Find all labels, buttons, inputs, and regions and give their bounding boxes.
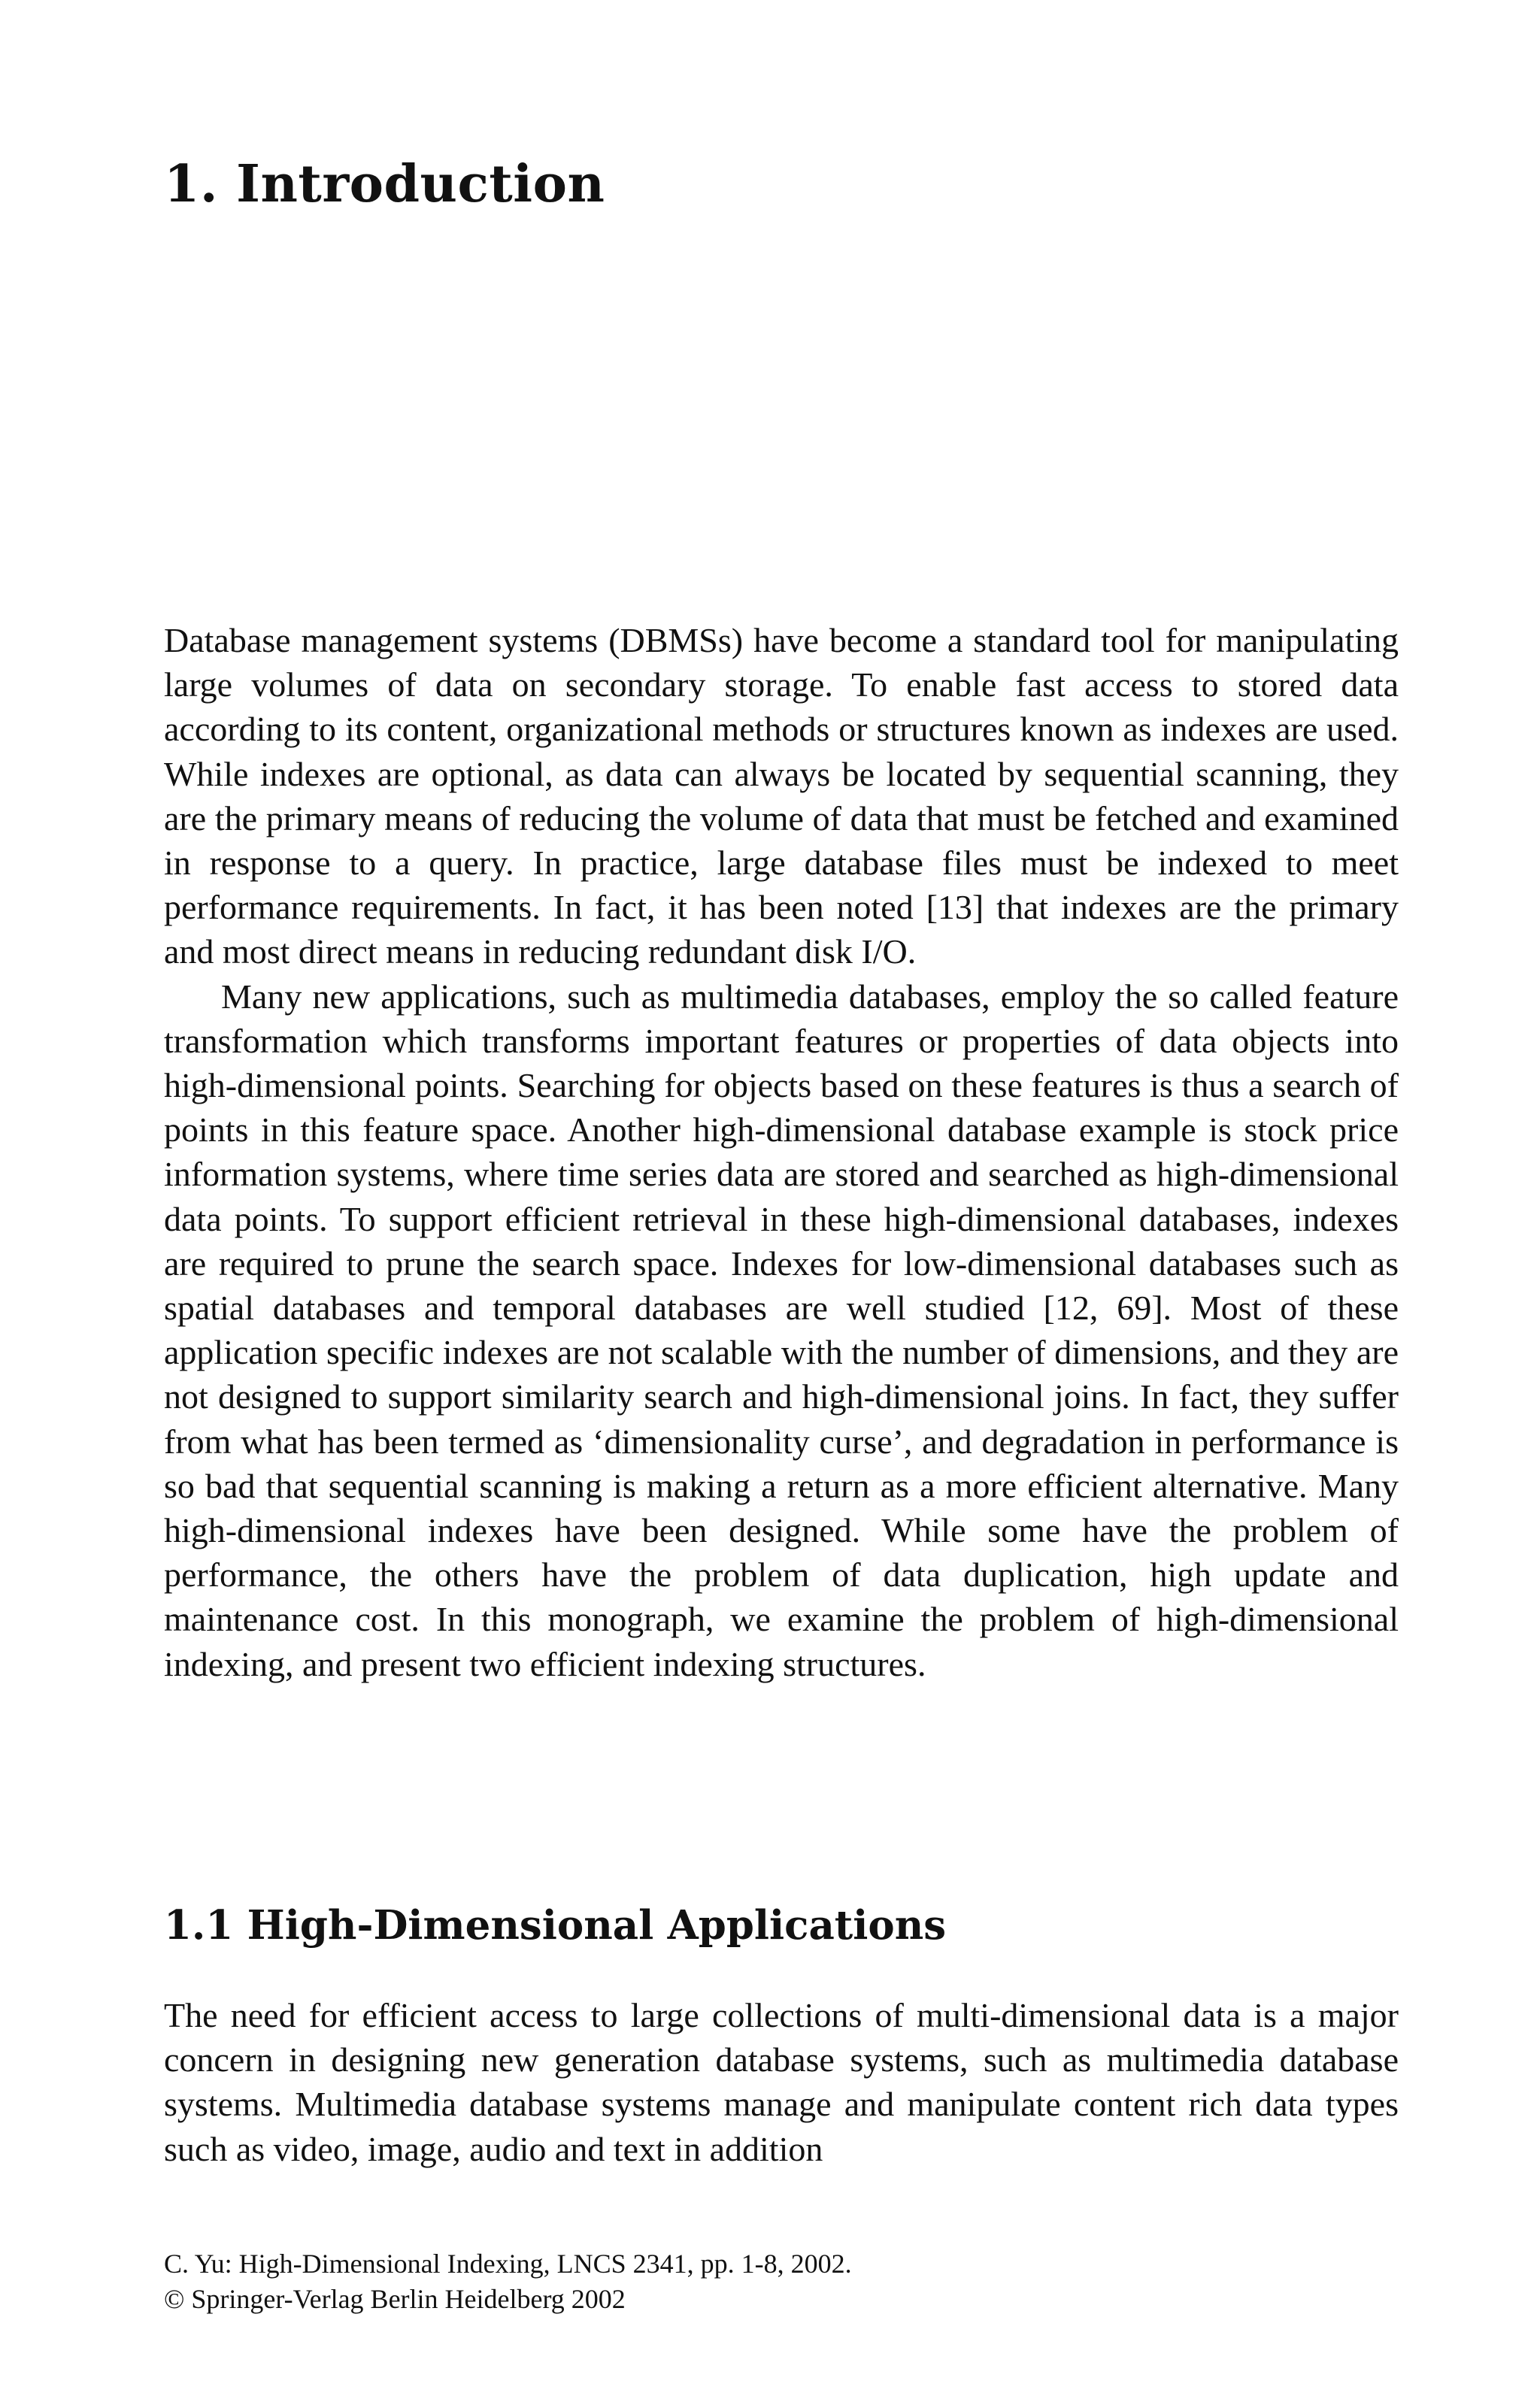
- citation-line: C. Yu: High-Dimensional Indexing, LNCS 2341, pp. 1-8, 2002.: [164, 2249, 852, 2279]
- intro-text: [164, 618, 1399, 1686]
- page-footer: [164, 2246, 852, 2317]
- paragraph: Database management systems (DBMSs) have become a standard tool for manipulating large volumes of data on secondary storage. To enable fast access to stored data according to its content, organizational methods or structures known as indexes are used. While indexes are optional, as data can always be located by sequential scanning, they are the primary means of reducing the volume of data that must be fetched and examined in response to a query. In practice, large database files must be indexed to meet performance requirements. In fact, it has been noted [13] that indexes are the primary and most direct means in reducing redundant disk I/O.: [164, 621, 1399, 971]
- section-title: 1.1 High-Dimensional Applications: [164, 1902, 947, 1949]
- section-text: [164, 1993, 1399, 2171]
- paragraph: The need for efficient access to large collections of multi-dimensional data is a major concern in designing new generation database systems, such as multimedia database systems. Multimedia database systems manage and manipulate content rich data types such as video, image, audio and text in addition: [164, 1996, 1399, 2168]
- chapter-title: 1. Introduction: [164, 154, 605, 214]
- paragraph: Many new applications, such as multimedia databases, employ the so called feature transformation which transforms important features or properties of data objects into high-dimensional points. Searching for objects based on these features is thus a search of points in this feature space. Another high-dimensional database example is stock price information systems, where time series data are stored and searched as high-dimensional data points. To support efficient retrieval in these high-dimensional databases, indexes are required to prune the search space. Indexes for low-dimensional databases such as spatial databases and temporal databases are well studied [12, 69]. Most of these application specific indexes are not scalable with the number of dimensions, and they are not designed to support similarity search and high-dimensional joins. In fact, they suffer from what has been termed as ‘dimensionality curse’, and degradation in performance is so bad that sequential scanning is making a return as a more efficient alternative. Many high-dimensional indexes have been designed. While some have the problem of performance, the others have the problem of data duplication, high update and maintenance cost. In this monograph, we examine the problem of high-dimensional indexing, and present two efficient indexing structures.: [164, 977, 1399, 1683]
- copyright-line: © Springer-Verlag Berlin Heidelberg 2002: [164, 2284, 626, 2314]
